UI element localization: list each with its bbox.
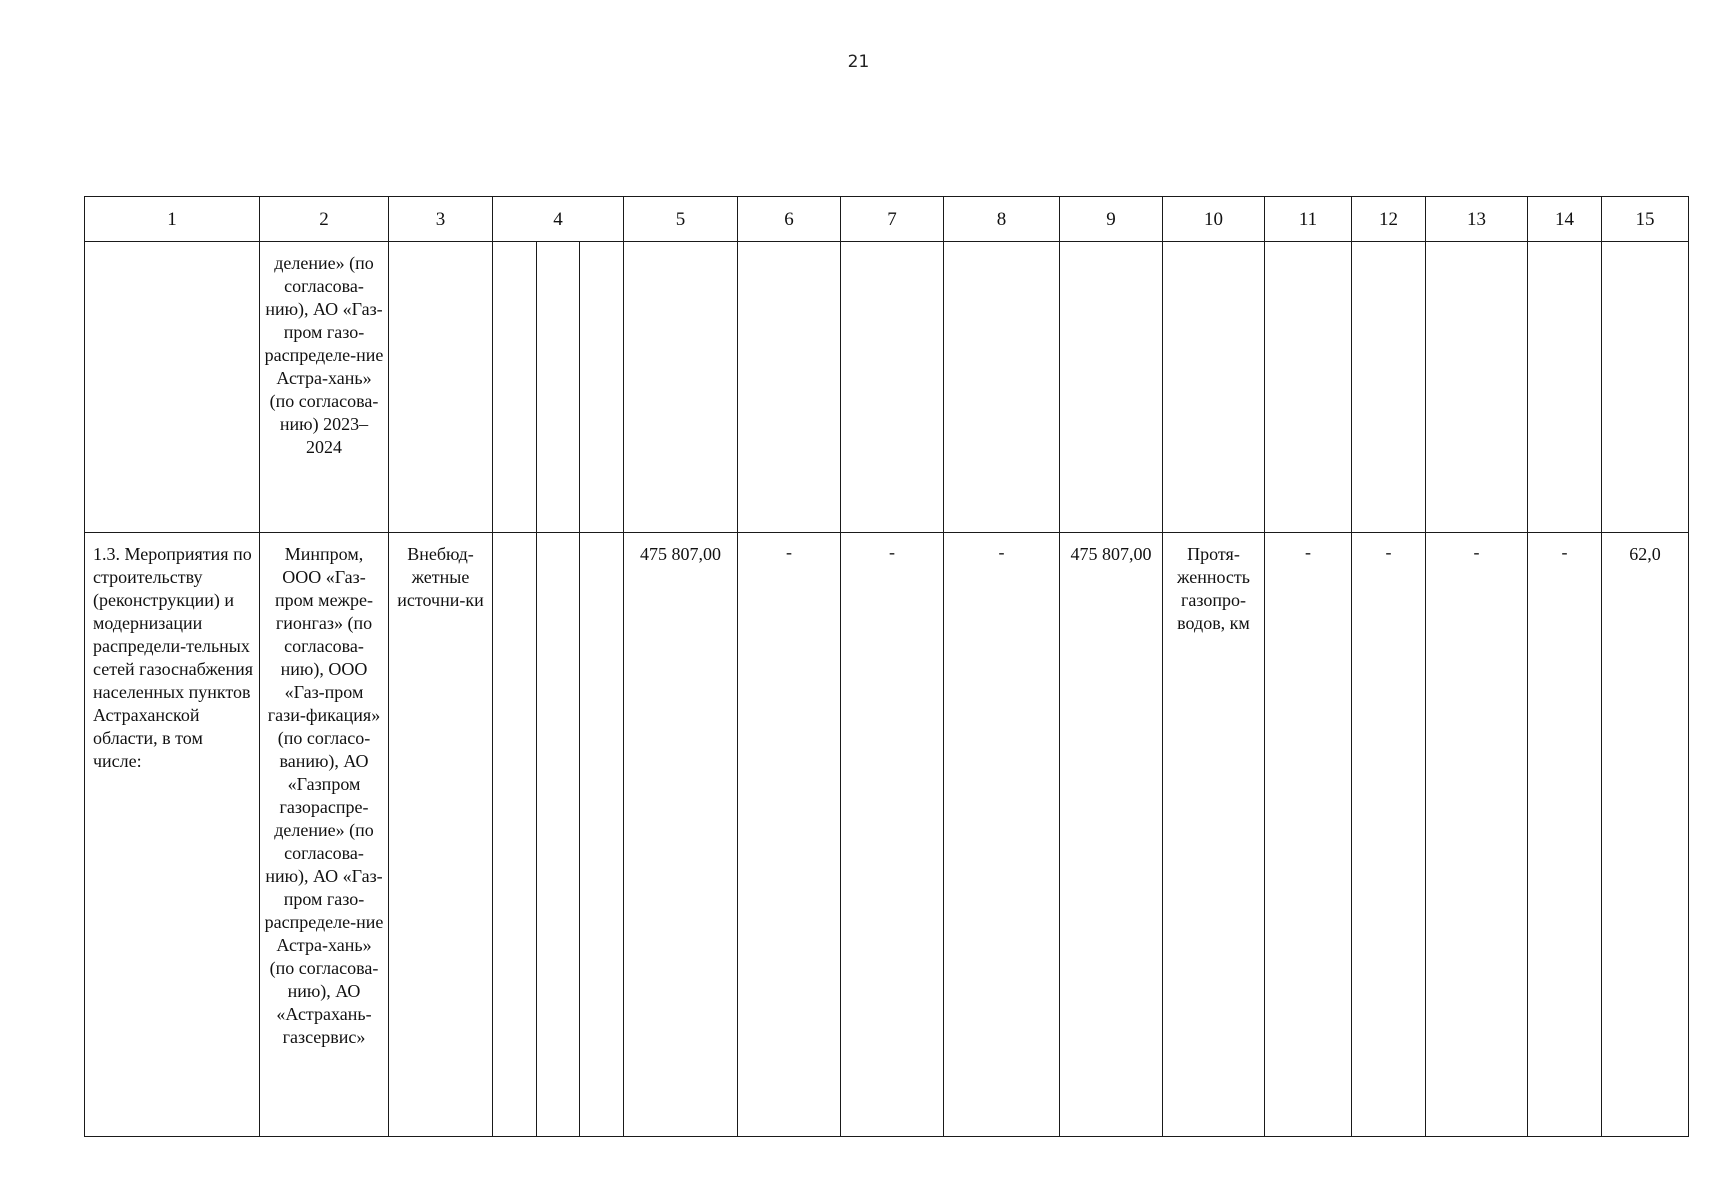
table-cell: [389, 242, 493, 533]
table-cell: [624, 533, 738, 1137]
column-header: 2: [260, 197, 389, 242]
table-cell: [1060, 533, 1163, 1137]
table-cell: [1163, 533, 1265, 1137]
column-header: 5: [624, 197, 738, 242]
table-cell: [944, 242, 1060, 533]
table-cell: [738, 242, 841, 533]
table-cell: [1265, 533, 1352, 1137]
table-cell: [1426, 242, 1528, 533]
column-header: 1: [85, 197, 260, 242]
page-number: 21: [847, 52, 870, 72]
header-row: [85, 197, 1689, 242]
amount-value: 475 807,00: [640, 544, 721, 564]
table-cell: [1265, 242, 1352, 533]
program-table: [84, 196, 1689, 1137]
target-value: 62,0: [1629, 544, 1661, 564]
column-header: 12: [1352, 197, 1426, 242]
table-cell: [1352, 242, 1426, 533]
table-cell: [944, 533, 1060, 1137]
table-cell: [1528, 533, 1602, 1137]
table-cell: [624, 242, 738, 533]
funding-source-text: Внебюд-жетные источни-ки: [397, 544, 484, 610]
dash-value: -: [1305, 542, 1311, 562]
executor-text: деление» (по согласова-нию), АО «Газ-пром газо-распределе-ние Астра-хань» (по согласова-нию) 2023–2024: [264, 253, 384, 457]
column-header: 15: [1602, 197, 1689, 242]
column-header: 9: [1060, 197, 1163, 242]
dash-value: -: [1473, 542, 1480, 562]
table-cell: [85, 533, 260, 1137]
dash-value: -: [1561, 542, 1568, 562]
dash-value: -: [998, 542, 1005, 562]
column-header: 3: [389, 197, 493, 242]
dash-value: -: [1385, 542, 1392, 562]
dash-value: -: [889, 542, 895, 562]
table-cell: [841, 533, 944, 1137]
table-cell: [493, 242, 624, 533]
column-header: 4: [493, 197, 624, 242]
table-cell: [85, 242, 260, 533]
activity-text: 1.3. Мероприятия по строительству (реконструкции) и модернизации распредели-тельных сетей газоснабжения населенных пунктов Астраханской области, в том числе:: [93, 544, 254, 771]
table-cell: [1426, 533, 1528, 1137]
table-cell: [1163, 242, 1265, 533]
column-header: 7: [841, 197, 944, 242]
table-cell: [1528, 242, 1602, 533]
amount-value: 475 807,00: [1070, 544, 1152, 564]
column-header: 11: [1265, 197, 1352, 242]
table-cell: [260, 242, 389, 533]
dash-value: -: [786, 542, 792, 562]
indicator-text: Протя-женность газопро-водов, км: [1177, 544, 1250, 633]
column-header: 10: [1163, 197, 1265, 242]
table-cell: [738, 533, 841, 1137]
table-row: [85, 533, 1689, 1137]
table-cell: [389, 533, 493, 1137]
table-row: [85, 242, 1689, 533]
executor-text: Минпром, ООО «Газ-пром межре-гионгаз» (по согласова-нию), ООО «Газ-пром гази-фикация» (по согласо-ванию), АО «Газпром газораспре-деление» (по согласова-нию), АО «Газ-пром газо-распределе-ние Астра-хань» (по согласова-нию), АО «Астрахань-газсервис»: [264, 544, 384, 1047]
table-cell: [1060, 242, 1163, 533]
column-header: 13: [1426, 197, 1528, 242]
column-header: 14: [1528, 197, 1602, 242]
table-cell: [1602, 242, 1689, 533]
column-header: 8: [944, 197, 1060, 242]
table-cell: [493, 533, 624, 1137]
column-header: 6: [738, 197, 841, 242]
table-cell: [1602, 533, 1689, 1137]
table-cell: [1352, 533, 1426, 1137]
table-cell: [260, 533, 389, 1137]
table-cell: [841, 242, 944, 533]
